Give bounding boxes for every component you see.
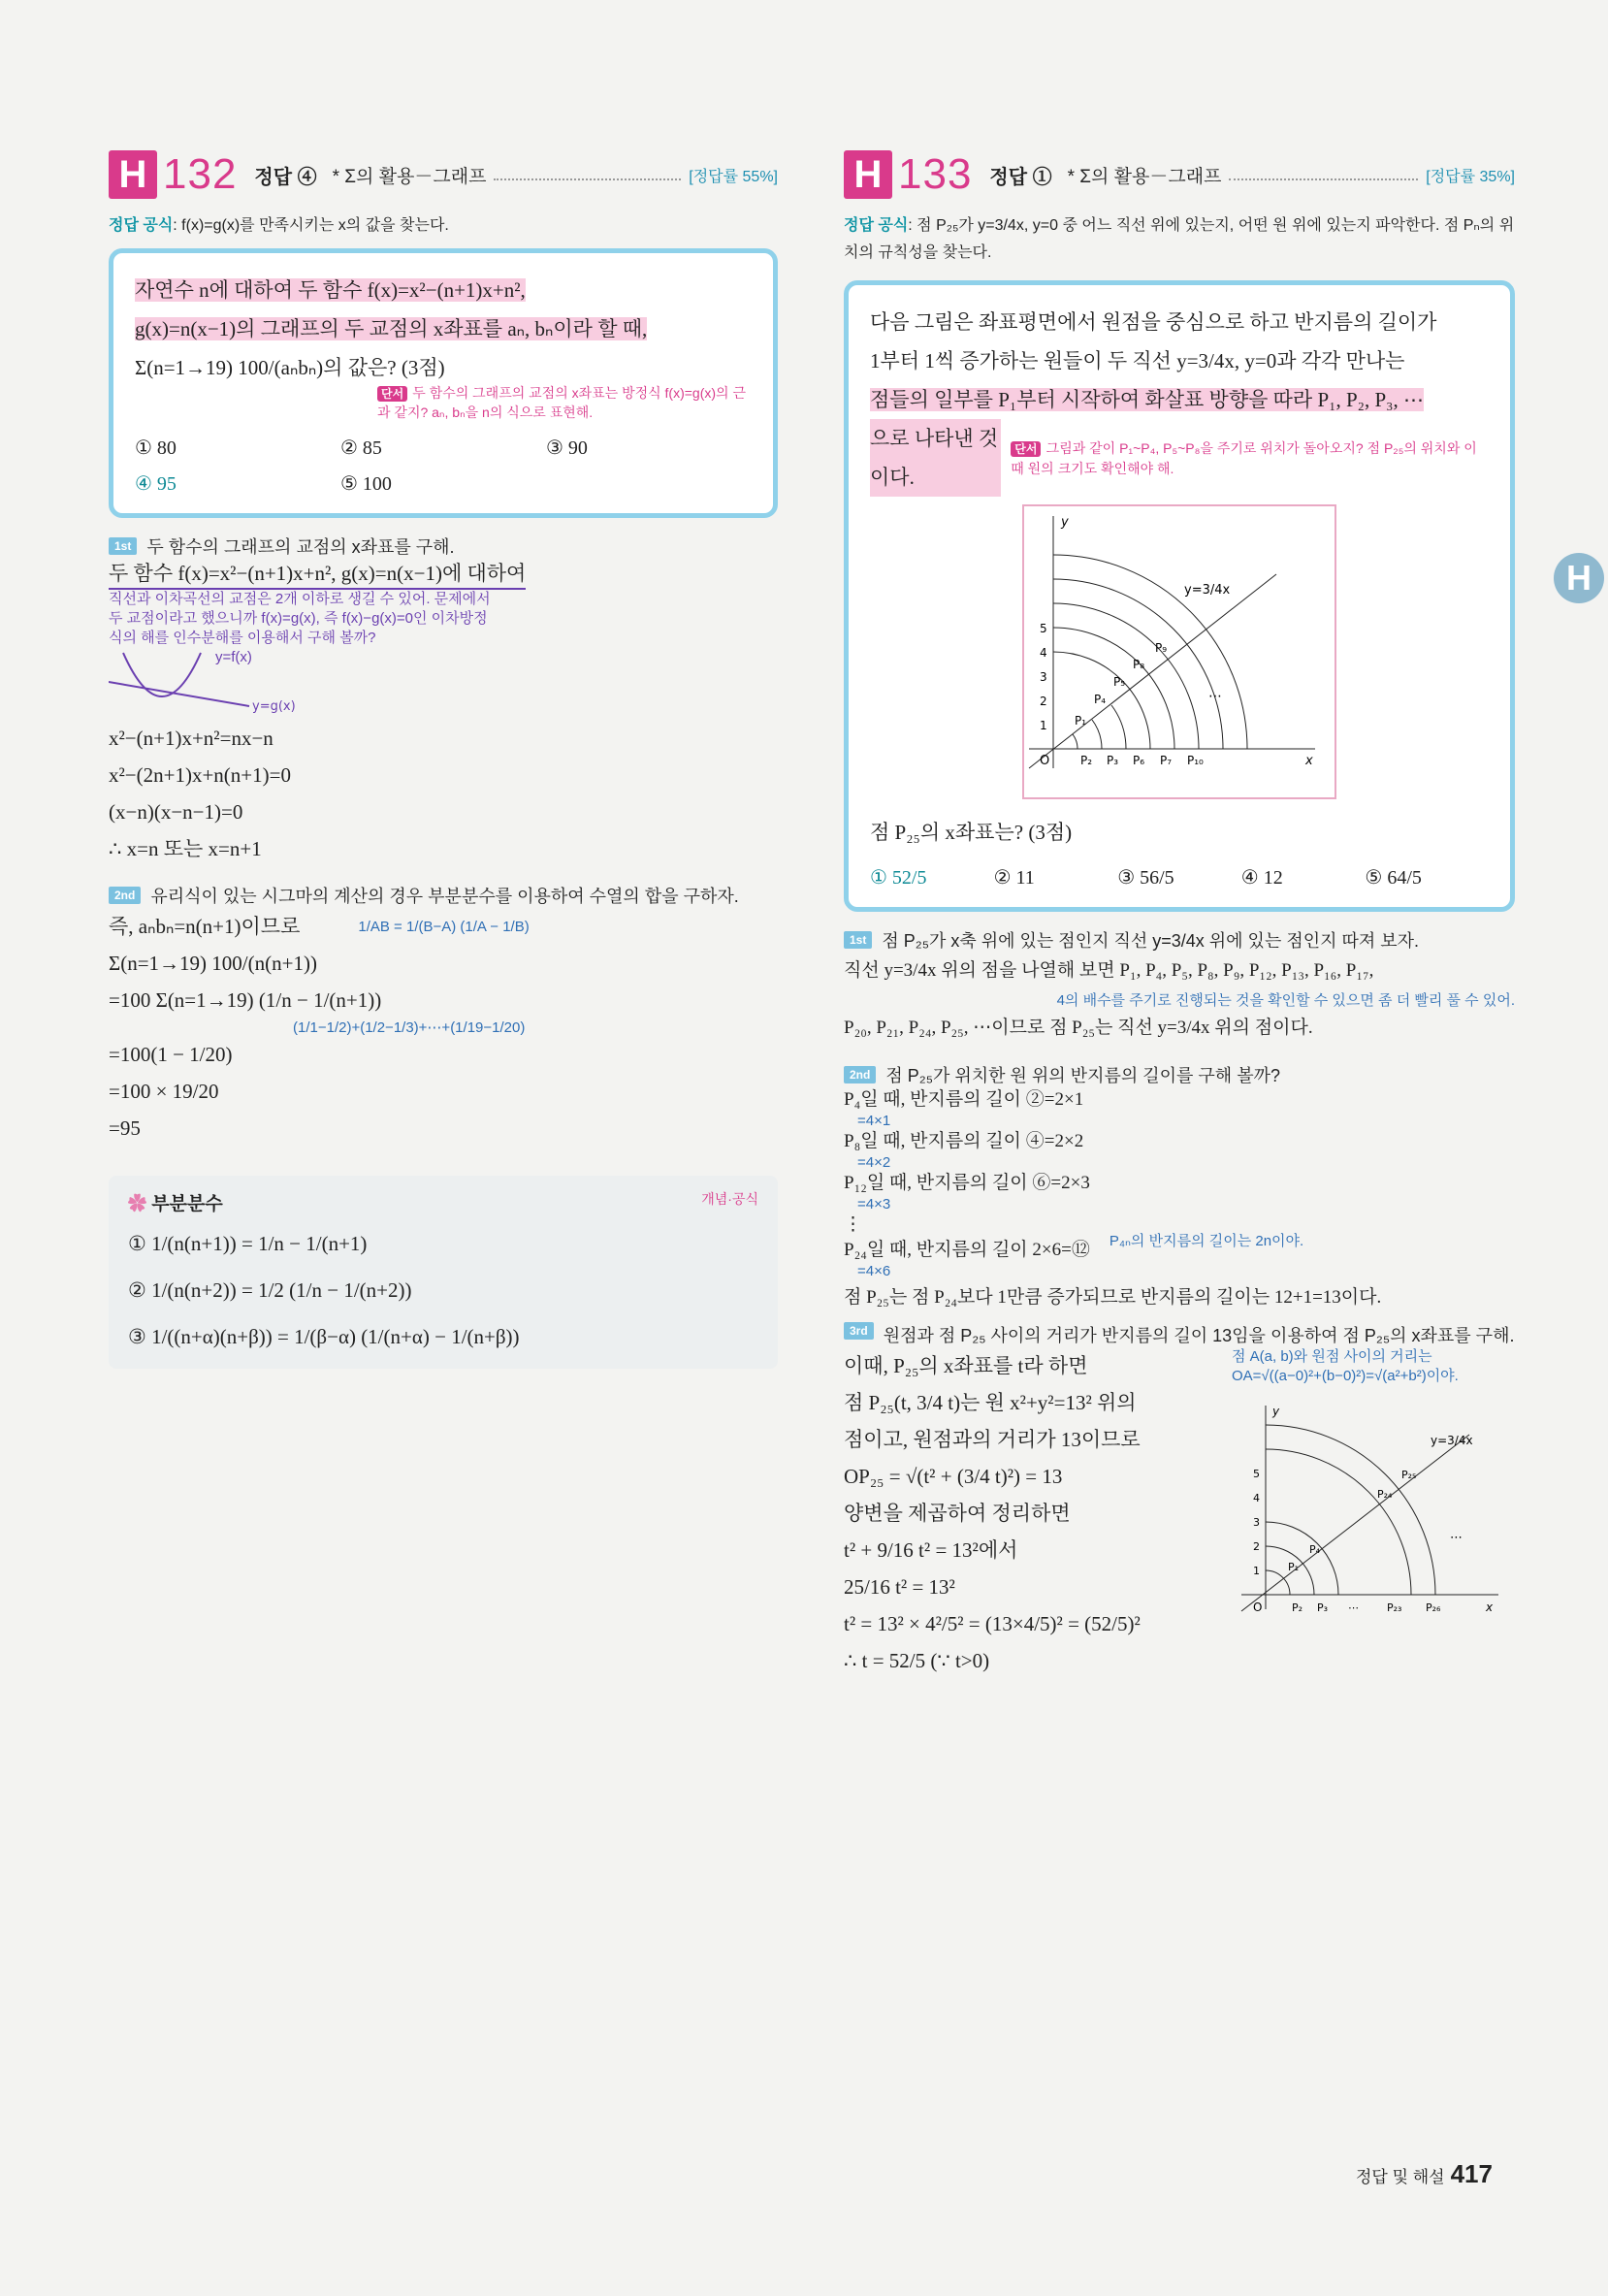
distance-note: 점 A(a, b)와 원점 사이의 거리는 OA=√((a−0)²+(b−0)²)=√(a²+b²)이야. (1232, 1348, 1459, 1384)
topic-label: * Σ의 활용－그래프 (1067, 166, 1222, 187)
topic-label: * Σ의 활용－그래프 (332, 166, 487, 187)
hint-tag: 단서 (377, 386, 407, 402)
equation-4: ∴ x=n 또는 x=n+1 (109, 837, 262, 860)
y-axis-label: y (1272, 1405, 1280, 1418)
choice-4[interactable]: ④ 95 (135, 473, 177, 495)
equation-3: (x−n)(x−n−1)=0 (109, 800, 243, 824)
y-tick-5: 5 (1253, 1468, 1260, 1480)
radius-line: P₄일 때, 반지름의 길이 ②=2×1 (844, 1089, 1084, 1110)
line-label: y=3/4x (1184, 583, 1231, 598)
problem-132 (109, 150, 778, 1369)
equation-2: x²−(2n+1)x+n(n+1)=0 (109, 763, 291, 787)
answer-label: 정답 ④ (254, 166, 317, 188)
level-badge: H (844, 150, 892, 199)
formula-label: 정답 공식 (844, 217, 909, 234)
y-tick-3: 3 (1040, 670, 1047, 684)
concept-2: ② 1/(n(n+2)) = 1/2 (1/n − 1/(n+2)) (128, 1278, 412, 1302)
graph-g-label: y=g(x) (252, 699, 296, 714)
y-axis-label: y (1061, 515, 1069, 530)
choice-2[interactable]: ② 11 (993, 867, 1035, 889)
x-point-label: P₃ (1107, 754, 1119, 767)
radius-line: P₁₂일 때, 반지름의 길이 ⑥=2×3 (844, 1173, 1090, 1193)
step3-work (844, 1347, 1232, 1679)
question-text (870, 303, 1489, 497)
step3-line: t² + 9/16 t² = 13²에서 (844, 1538, 1018, 1562)
step1-note: 직선과 이차곡선의 교점은 2개 이하로 생길 수 있어. 문제에서 두 교점이라고 했으니까 f(x)=g(x), 즉 f(x)−g(x)=0인 이차방정식의 해를 인수분해를 이용해서 구해 볼까? (109, 591, 491, 646)
choice-5[interactable]: ⑤ 64/5 (1365, 867, 1422, 889)
step1-line-b: P₂₀, P₂₁, P₂₄, P₂₅, ⋯이므로 점 P₂₅는 직선 y=3/4x 위의 점이다. (844, 1018, 1313, 1038)
choice-5[interactable]: ⑤ 100 (340, 473, 392, 495)
calc-2: =100 Σ(n=1→19) (1/n − 1/(n+1)) (109, 988, 382, 1012)
step3-line: 양변을 제곱하여 정리하면 (844, 1502, 1071, 1525)
circles-figure-2 (1232, 1386, 1503, 1619)
formula-text: : f(x)=g(x)를 만족시키는 x의 값을 찾는다. (173, 217, 449, 234)
choice-4[interactable]: ④ 12 (1240, 867, 1283, 889)
step-badge: 1st (109, 537, 137, 555)
concept-box (109, 1176, 778, 1369)
line-point-label: P₅ (1113, 675, 1126, 689)
choice-1[interactable]: ① 80 (135, 437, 177, 459)
hint-text: 그림과 같이 P₁~P₄, P₅~P₈을 주기로 위치가 돌아오지? 점 P₂₅의 위치와 이때 원의 크기도 확인해야 해. (1011, 440, 1477, 476)
step-text: 유리식이 있는 시그마의 계산의 경우 부분분수를 이용하여 수열의 합을 구하자. (150, 887, 739, 906)
formula-label: 정답 공식 (109, 217, 174, 234)
question-line-2: g(x)=n(x−1)의 그래프의 두 교점의 x좌표를 aₙ, bₙ이라 할 때, (135, 317, 648, 340)
concept-kind: 개념·공식 (701, 1191, 758, 1207)
x-point-label: P₆ (1133, 754, 1145, 767)
answer-formula (844, 212, 1515, 267)
step1-line-a: 직선 y=3/4x 위의 점을 나열해 보면 P₁, P₄, P₅, P₈, P₉, P₁₂, P₁₃, P₁₆, P₁₇, (844, 960, 1374, 981)
level-badge: H (109, 150, 157, 199)
question-line-1: 다음 그림은 좌표평면에서 원점을 중심으로 하고 반지름의 길이가 (870, 310, 1437, 334)
line-point-label: P₂₅ (1401, 1469, 1417, 1481)
concept-1: ① 1/(n(n+1)) = 1/n − 1/(n+1) (128, 1232, 368, 1255)
question-line-3: Σ(n=1→19) 100/(aₙbₙ)의 값은? (3점) (135, 356, 445, 379)
x-point-label: P₇ (1160, 754, 1173, 767)
origin-label: O (1253, 1601, 1263, 1614)
radius-line: P₂₄일 때, 반지름의 길이 2×6=⑫ (844, 1240, 1090, 1260)
step-text: 점 P₂₅가 위치한 원 위의 반지름의 길이를 구해 볼까? (885, 1066, 1280, 1085)
y-tick-4: 4 (1040, 646, 1047, 660)
y-tick-4: 4 (1253, 1492, 1260, 1504)
hint (1011, 437, 1489, 478)
problem-133-header (844, 150, 1515, 199)
concept-header (128, 1189, 758, 1215)
question-ask: 점 P₂₅의 x좌표는? (3점) (870, 821, 1073, 844)
x-axis-label: x (1486, 1601, 1494, 1614)
radius-line: ⋮ (844, 1214, 862, 1235)
step3-line: 점 P₂₅(t, 3/4 t)는 원 x²+y²=13² 위의 (844, 1391, 1137, 1414)
correct-rate: [정답률 35%] (1426, 168, 1515, 185)
answer-formula (109, 212, 778, 235)
choices (870, 865, 1489, 889)
step-2 (109, 883, 778, 908)
question-box (844, 280, 1515, 912)
step-text: 두 함수의 그래프의 교점의 x좌표를 구해. (146, 537, 455, 557)
more-dots: ⋯ (1450, 1531, 1463, 1545)
step-badge: 3rd (844, 1322, 874, 1340)
radius-note: P₄ₙ의 반지름의 길이는 2n이야. (1109, 1233, 1304, 1249)
choices (135, 436, 752, 496)
problem-number: 132 (163, 150, 238, 198)
step3-line: 이때, P₂₅의 x좌표를 t라 하면 (844, 1354, 1088, 1377)
leader-dots (494, 169, 681, 180)
radius-sub: =4×1 (857, 1113, 891, 1129)
calc-3: =100(1 − 1/20) (109, 1043, 233, 1066)
question-line-2: 1부터 1씩 증가하는 원들이 두 직선 y=3/4x, y=0과 각각 만나는 (870, 349, 1405, 372)
x-point-label: P₂ (1080, 754, 1093, 767)
step3-side (1232, 1347, 1513, 1679)
step2-line: 즉, aₙbₙ=n(n+1)이므로 (109, 915, 301, 938)
question-line-1: 자연수 n에 대하여 두 함수 f(x)=x²−(n+1)x+n², (135, 278, 526, 302)
y-tick-2: 2 (1040, 695, 1047, 708)
step-badge: 2nd (109, 887, 141, 904)
step3-line: OP₂₅ = √(t² + (3/4 t)²) = 13 (844, 1465, 1063, 1488)
step-badge: 1st (844, 931, 872, 949)
more-dots: ⋯ (1208, 689, 1222, 704)
hint-tag: 단서 (1011, 441, 1041, 457)
x-point-label: P₂ (1292, 1601, 1303, 1614)
calc-5: =95 (109, 1116, 141, 1140)
hint-text: 두 함수의 그래프의 교점의 x좌표는 방정식 f(x)=g(x)의 근과 같지? aₙ, bₙ을 n의 식으로 표현해. (377, 385, 746, 420)
flower-icon: ✿ (128, 1194, 147, 1214)
step-3 (844, 1322, 1515, 1347)
line-point-label: P₁ (1288, 1561, 1300, 1573)
correct-rate: [정답률 55%] (689, 168, 778, 185)
step-text: 원점과 점 P₂₅ 사이의 거리가 반지름의 길이 13임을 이용하여 점 P₂₅의 x좌표를 구해. (883, 1326, 1515, 1345)
problem-133 (844, 150, 1515, 1679)
line-point-label: P₉ (1155, 641, 1168, 655)
step2-end: 점 P₂₅는 점 P₂₄보다 1만큼 증가되므로 반지름의 길이는 12+1=13이다. (844, 1287, 1382, 1308)
radius-sub: =4×3 (857, 1196, 891, 1213)
x-point-label: P₁₀ (1187, 754, 1204, 767)
side-tab-h: H (1554, 553, 1604, 603)
step3-line: t² = 13² × 4²/5² = (13×4/5)² = (52/5)² (844, 1612, 1141, 1635)
line-point-label: P₄ (1094, 693, 1107, 706)
radius-sub: =4×2 (857, 1154, 891, 1171)
concept-3: ③ 1/((n+α)(n+β)) = 1/(β−α) (1/(n+α) − 1/(n+β)) (128, 1325, 520, 1348)
step2-note: 1/AB = 1/(B−A) (1/A − 1/B) (358, 918, 530, 935)
y-tick-3: 3 (1253, 1516, 1260, 1529)
y-tick-5: 5 (1040, 622, 1047, 635)
step-text: 점 P₂₅가 x축 위에 있는 점인지 직선 y=3/4x 위에 있는 점인지 따져 보자. (882, 931, 1420, 951)
problem-number: 133 (898, 150, 973, 198)
radius-line: P₈일 때, 반지름의 길이 ④=2×2 (844, 1131, 1084, 1151)
line-point-label: P₈ (1133, 658, 1145, 671)
x-point-label: ⋯ (1348, 1601, 1359, 1614)
answer-label: 정답 ① (989, 166, 1052, 188)
calc-2-note: (1/1−1/2)+(1/2−1/3)+⋯+(1/19−1/20) (293, 1019, 526, 1036)
calc-1: Σ(n=1→19) 100/(n(n+1)) (109, 952, 317, 975)
line-point-label: P₂₄ (1377, 1488, 1393, 1501)
step-2 (844, 1062, 1515, 1087)
x-point-label: P₂₃ (1387, 1601, 1402, 1614)
line-point-label: P₁ (1075, 714, 1087, 728)
concept-title: ✿ 부분분수 (128, 1194, 223, 1214)
x-point-label: P₂₆ (1426, 1601, 1441, 1614)
problem-132-header (109, 150, 778, 199)
leader-dots (1229, 169, 1418, 180)
hint (377, 383, 752, 422)
step-badge: 2nd (844, 1066, 876, 1083)
choice-3[interactable]: ③ 90 (546, 437, 588, 459)
question-box (109, 248, 778, 518)
figure-box (1022, 504, 1336, 799)
step-1 (109, 534, 778, 559)
step3-line: 점이고, 원점과의 거리가 13이므로 (844, 1428, 1141, 1451)
line-point-label: P₄ (1309, 1543, 1321, 1556)
equation-1: x²−(n+1)x+n²=nx−n (109, 727, 273, 750)
formula-text: : 점 P₂₅가 y=3/4x, y=0 중 어느 직선 위에 있는지, 어떤 원 위에 있는지 파악한다. 점 Pₙ의 위치의 규칙성을 찾는다. (844, 217, 1515, 261)
calc-4: =100 × 19/20 (109, 1080, 219, 1103)
radius-sub: =4×6 (857, 1263, 891, 1279)
question-text (135, 271, 752, 387)
radius-list (844, 1087, 1090, 1279)
y-tick-1: 1 (1040, 719, 1047, 732)
question-line-3: 점들의 일부를 P₁부터 시작하여 화살표 방향을 따라 P₁, P₂, P₃, ⋯ (870, 388, 1424, 411)
question-line-4: 으로 나타낸 것이다. (870, 419, 1001, 497)
y-tick-2: 2 (1253, 1540, 1260, 1553)
step1-note: 4의 배수를 주기로 진행되는 것을 확인할 수 있으면 좀 더 빨리 풀 수 있어. (1056, 992, 1515, 1009)
parabola-sketch (109, 648, 400, 716)
step1-line: 두 함수 f(x)=x²−(n+1)x+n², g(x)=n(x−1)에 대하여 (109, 559, 526, 590)
choice-1[interactable]: ① 52/5 (870, 867, 927, 889)
page-number: 정답 및 해설 417 (1356, 2159, 1493, 2188)
step-1 (844, 927, 1515, 953)
line-label: y=3/4x (1431, 1434, 1473, 1447)
step3-line: 25/16 t² = 13² (844, 1575, 955, 1599)
step3-line: ∴ t = 52/5 (∵ t>0) (844, 1649, 990, 1672)
origin-label: O (1040, 754, 1050, 768)
choice-2[interactable]: ② 85 (340, 437, 382, 459)
x-axis-label: x (1305, 754, 1313, 768)
circles-figure (1024, 506, 1331, 793)
graph-f-label: y=f(x) (215, 649, 252, 665)
y-tick-1: 1 (1253, 1565, 1260, 1577)
choice-3[interactable]: ③ 56/5 (1117, 867, 1174, 889)
x-point-label: P₃ (1317, 1601, 1329, 1614)
